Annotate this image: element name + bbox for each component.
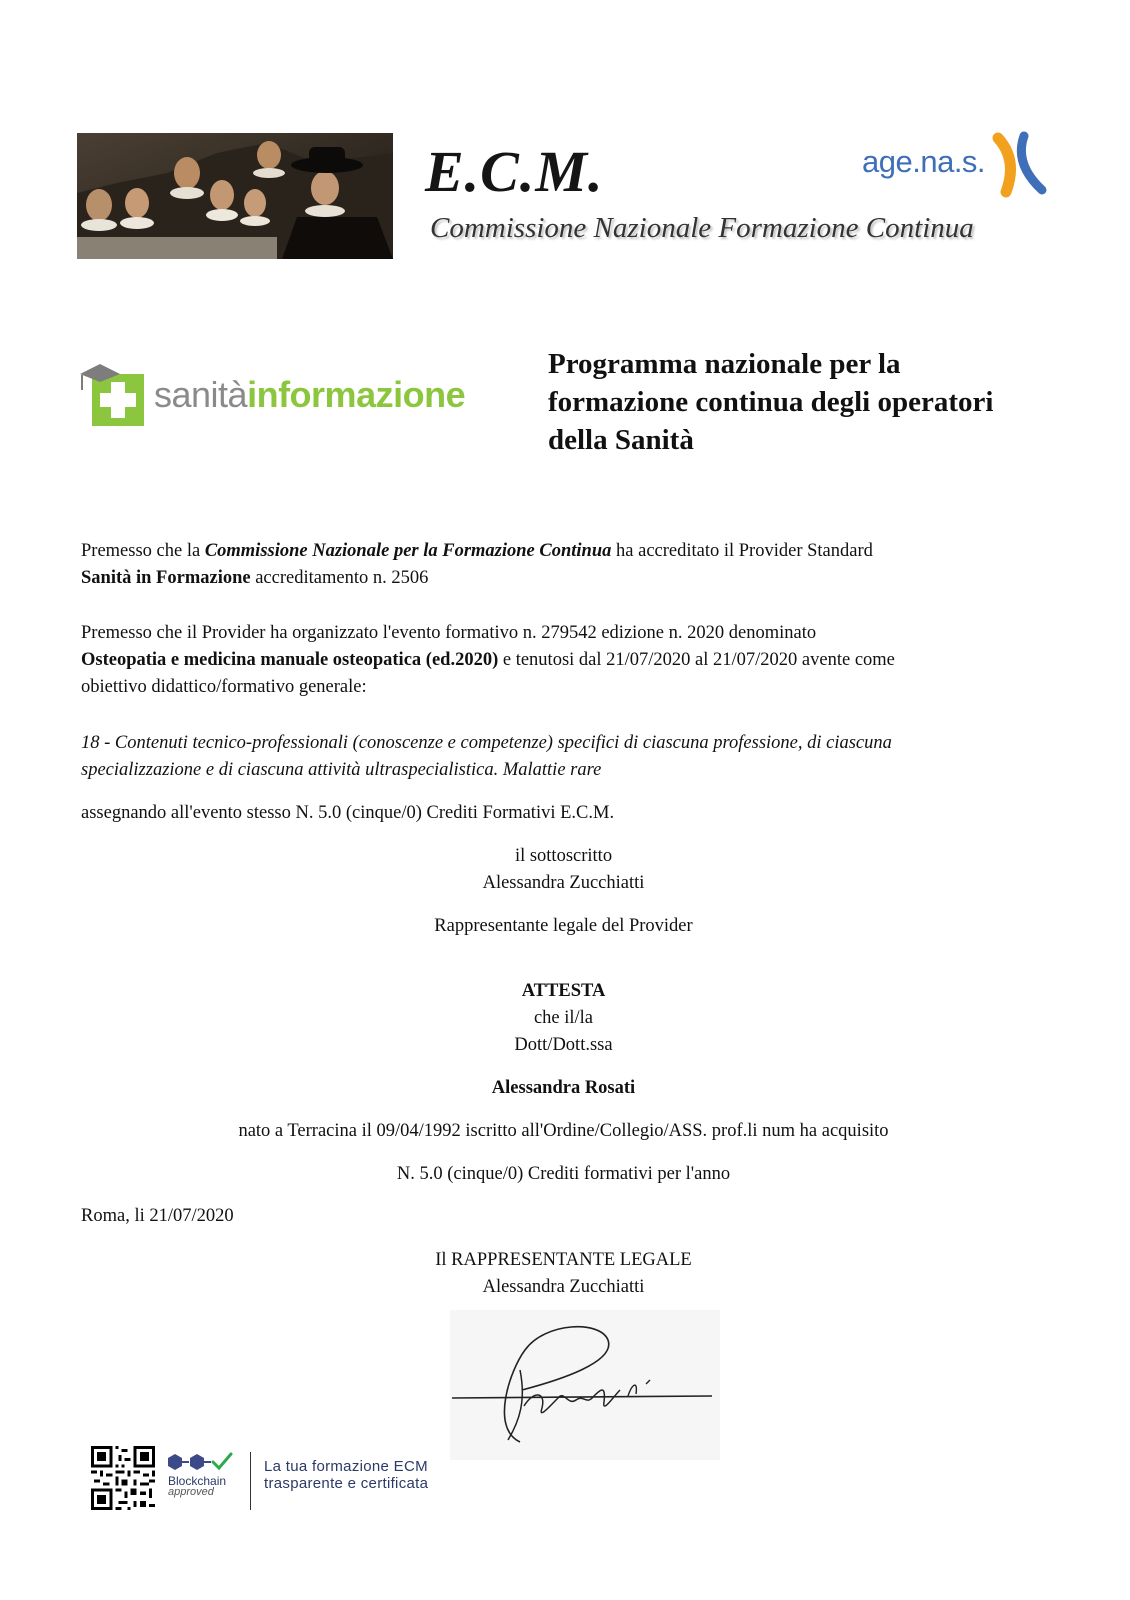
event-line-2 xyxy=(81,647,1046,674)
text: accreditamento n. 2506 xyxy=(250,568,429,588)
programme-line-2: formazione continua degli operatori xyxy=(548,386,994,418)
objective-line-2: specializzazione e di ciascuna attività ultraspecialistica. Malattie rare xyxy=(81,760,602,780)
credits-acquired: N. 5.0 (cinque/0) Crediti formativi per l'anno xyxy=(396,1164,731,1184)
programme-heading xyxy=(548,345,1048,459)
birth-registration-line: nato a Terracina il 09/04/1992 iscritto all'Ordine/Collegio/ASS. prof.li num ha acquisito xyxy=(238,1121,889,1141)
signatory-role: Rappresentante legale del Provider xyxy=(434,916,693,936)
recipient-name: Alessandra Rosati xyxy=(491,1078,636,1098)
text: e tenutosi dal 21/07/2020 al 21/07/2020 avente come xyxy=(498,650,895,670)
event-line-1: Premesso che il Provider ha organizzato l'evento formativo n. 279542 edizione n. 2020 denominato xyxy=(81,623,817,643)
legal-rep-name: Alessandra Zucchiatti xyxy=(482,1277,645,1297)
handwritten-signature-image xyxy=(450,1310,720,1460)
commission-name: Commissione Nazionale per la Formazione Continua xyxy=(204,541,612,561)
agenas-logo-text: age.na.s. xyxy=(862,144,986,179)
place-date: Roma, li 21/07/2020 xyxy=(81,1206,234,1226)
blockchain-cubes-icon xyxy=(167,1452,243,1474)
objective-line-1: 18 - Contenuti tecnico-professionali (conoscenze e competenze) specifici di ciascuna professione, di ciascuna xyxy=(81,733,892,753)
sanita-informazione-logo xyxy=(78,360,498,430)
accreditation-line-1 xyxy=(81,538,1046,565)
sanita-informazione-wordmark xyxy=(154,374,465,416)
programme-line-3: della Sanità xyxy=(548,424,694,456)
event-line-3: obiettivo didattico/formativo generale: xyxy=(81,677,367,697)
blockchain-line: Blockchain xyxy=(168,1474,227,1488)
objective-paragraph xyxy=(81,730,1046,784)
legal-rep-title: Il RAPPRESENTANTE LEGALE xyxy=(435,1250,692,1270)
footer-divider xyxy=(250,1452,251,1510)
wordmark-part2: informazione xyxy=(247,374,466,415)
tagline-line-2: trasparente e certificata xyxy=(264,1475,429,1492)
attesta-line-1: che il/la xyxy=(533,1008,594,1028)
accreditation-paragraph xyxy=(81,538,1046,592)
accreditation-line-2 xyxy=(81,565,1046,592)
ecm-subtitle: Commissione Nazionale Formazione Continua xyxy=(430,212,974,244)
ecm-title: E.C.M. xyxy=(425,139,604,204)
text: Premesso che la xyxy=(81,541,205,561)
attesta-heading: ATTESTA xyxy=(521,981,606,1001)
anatomy-lesson-painting-image xyxy=(77,133,393,259)
wordmark-part1: sanità xyxy=(154,374,248,415)
medical-cross-graduation-cap-icon xyxy=(78,360,146,428)
credits-assigned: assegnando all'evento stesso N. 5.0 (cinque/0) Crediti Formativi E.C.M. xyxy=(81,803,615,823)
agenas-mark-icon xyxy=(984,130,1054,200)
signatory-name: Alessandra Zucchiatti xyxy=(482,873,645,893)
event-paragraph xyxy=(81,620,1046,701)
programme-line-1: Programma nazionale per la xyxy=(548,348,901,380)
event-name: Osteopatia e medicina manuale osteopatica (ed.2020) xyxy=(81,650,499,670)
provider-name: Sanità in Formazione xyxy=(81,568,251,588)
tagline-line-1: La tua formazione ECM xyxy=(264,1458,428,1475)
footer-tagline xyxy=(264,1458,428,1492)
approved-line: approved xyxy=(168,1486,214,1498)
attesta-line-2: Dott/Dott.ssa xyxy=(514,1035,613,1055)
text: ha accreditato il Provider Standard xyxy=(611,541,873,561)
signatory-intro: il sottoscritto xyxy=(514,846,613,866)
blockchain-approved-text xyxy=(168,1476,226,1498)
qr-code-image xyxy=(91,1446,155,1510)
blockchain-approved-badge xyxy=(167,1452,243,1512)
agenas-logo xyxy=(862,130,1052,200)
